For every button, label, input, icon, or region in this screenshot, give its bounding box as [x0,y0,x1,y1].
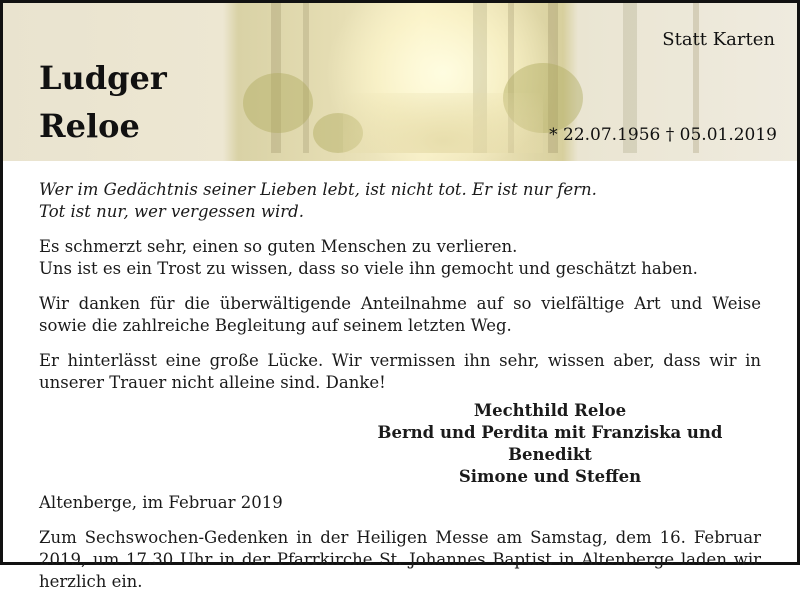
signature-line: Mechthild Reloe [473,401,627,420]
signature-block [339,400,761,488]
obituary-body [39,179,761,606]
signature-line: Simone und Steffen [458,467,642,486]
quote-line: Wer im Gedächtnis seiner Lieben lebt, ist nicht tot. Er ist nur fern. [39,180,597,199]
paragraph-thanks: Wir danken für die überwältigende Anteilnahme auf so vielfältige Art und Weise sowie die zahlreiche Begleitung auf seinem letzten Weg. [39,294,761,335]
paragraph-grief [39,236,761,280]
place-date: Altenberge, im Februar 2019 [39,493,283,512]
foliage [243,73,313,133]
life-dates [549,125,777,145]
forest-path [343,93,543,153]
quote-line: Tot ist nur, wer vergessen wird. [39,202,304,221]
birth-date: * 22.07.1956 [549,125,661,145]
paragraph-line: Es schmerzt sehr, einen so guten Menschen zu verlieren. [39,237,518,256]
signature-line: Bernd und Perdita mit Franziska und Benedikt [377,423,723,464]
memorial-service-notice: Zum Sechswochen-Gedenken in der Heiligen Messe am Samstag, dem 16. Februar 2019, um 17.30 Uhr in der Pfarrkirche St. Johannes Baptist in Altenberge laden wir herzlich ein. [39,528,761,591]
memorial-quote [39,179,761,223]
deceased-first-name: Ludger [39,59,167,97]
paragraph-loss: Er hinterlässt eine große Lücke. Wir vermissen ihn sehr, wissen aber, dass wir in unserer Trauer nicht alleine sind. Danke! [39,351,761,392]
header-forest-image [3,3,797,161]
death-date: † 05.01.2019 [665,125,777,145]
tree-trunk [303,3,309,153]
paragraph-line: Uns ist es ein Trost zu wissen, dass so viele ihn gemocht und geschätzt haben. [39,259,698,278]
deceased-last-name: Reloe [39,107,140,145]
statt-karten-label: Statt Karten [662,29,775,50]
